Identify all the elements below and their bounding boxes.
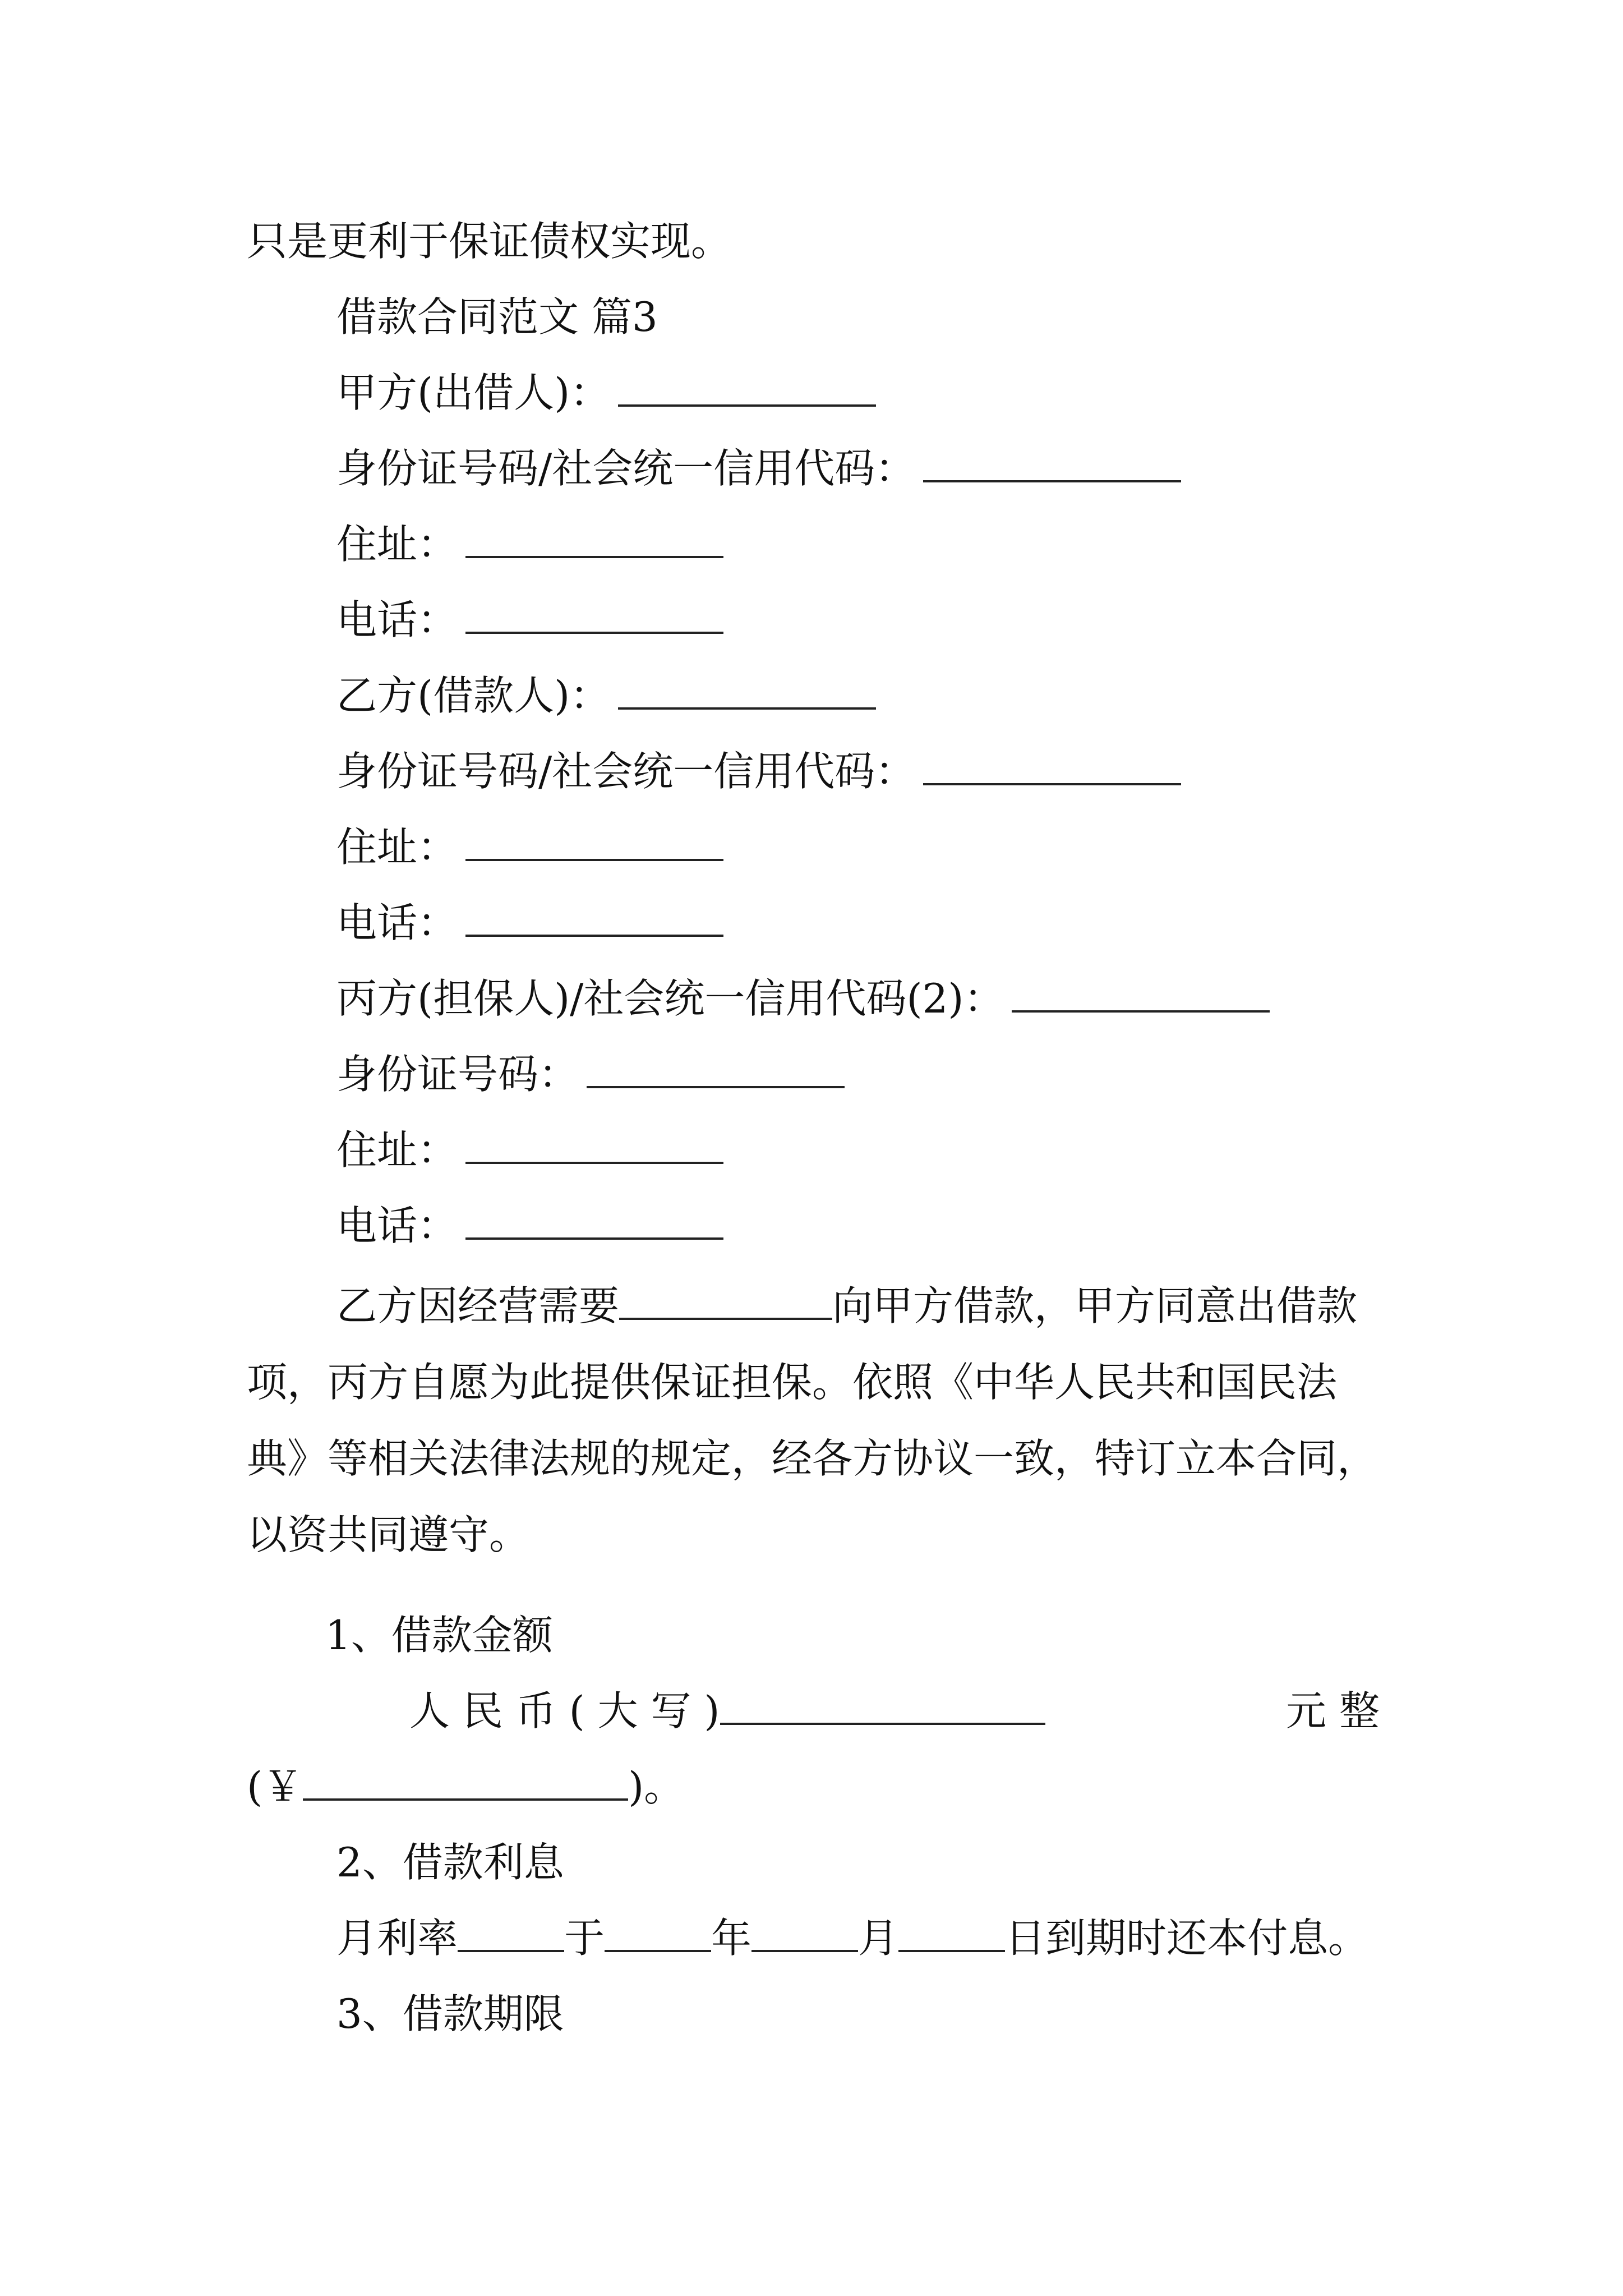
intro-text-part1: 乙方因经营需要 — [336, 1282, 620, 1329]
due-label: 于 — [564, 1915, 605, 1962]
rmb-uppercase-blank — [720, 1691, 1045, 1725]
party-a-line — [336, 359, 876, 426]
due-year-blank — [605, 1918, 711, 1952]
section2-rate-line — [336, 1904, 1368, 1972]
party-c-id-line — [336, 1041, 845, 1108]
party-a-id-line — [336, 435, 1181, 502]
party-b-phone-line — [336, 889, 723, 956]
party-b-addr-line — [336, 813, 723, 881]
party-b-phone-blank — [465, 903, 723, 937]
year-label: 年 — [711, 1915, 752, 1962]
party-b-label: 乙方(借款人)： — [336, 672, 611, 719]
party-a-addr-label: 住址： — [336, 521, 458, 568]
party-c-id-label: 身份证号码： — [336, 1051, 579, 1098]
party-c-phone-blank — [465, 1206, 723, 1240]
section1-amount-line — [409, 1677, 1380, 1745]
section-heading: 借款合同范文 篇3 — [336, 293, 658, 341]
party-c-line — [336, 965, 1270, 1032]
party-a-phone-line — [336, 586, 723, 654]
party-a-blank — [618, 373, 876, 407]
monthly-rate-label: 月利率 — [336, 1915, 458, 1962]
party-a-phone-label: 电话： — [336, 596, 458, 643]
intro-text-part2: 向甲方借款，甲方同意出借款项，丙方自愿为此提供保证担保。依照《中华人民共和国民法典》等相关法律法规的规定，经各方协议一致，特订立本合同，以资共同遵守。 — [247, 1282, 1378, 1558]
party-c-label: 丙方(担保人)/社会统一信用代码(2)： — [336, 975, 1004, 1022]
monthly-rate-blank — [458, 1918, 564, 1952]
yen-close: )。 — [628, 1763, 685, 1810]
party-c-addr-line — [336, 1116, 723, 1184]
party-b-id-line — [336, 738, 1181, 805]
party-c-phone-line — [336, 1192, 723, 1259]
due-month-blank — [751, 1918, 858, 1952]
section3-title: 3、借款期限 — [336, 1990, 564, 2037]
party-a-addr-blank — [465, 524, 723, 558]
intro-paragraph — [247, 1268, 1380, 1573]
party-b-line — [336, 662, 876, 729]
due-day-blank — [898, 1918, 1005, 1952]
month-label: 月 — [858, 1915, 899, 1962]
party-b-id-label: 身份证号码/社会统一信用代码： — [336, 748, 916, 795]
party-c-id-blank — [587, 1055, 845, 1088]
party-b-blank — [618, 676, 876, 710]
rmb-uppercase-label: 人 民 币 ( 大 写 ) — [409, 1687, 720, 1734]
continuation-text: 只是更利于保证债权实现。 — [247, 218, 732, 265]
party-b-addr-blank — [465, 827, 723, 861]
party-b-phone-label: 电话： — [336, 899, 458, 946]
section1-title: 1、借款金额 — [325, 1612, 553, 1659]
section1-title-line — [247, 1602, 553, 1669]
yen-amount-blank — [303, 1767, 628, 1801]
yen-open: (￥ — [247, 1763, 303, 1810]
party-b-id-blank — [923, 752, 1181, 785]
party-c-phone-label: 电话： — [336, 1202, 458, 1249]
purpose-blank — [619, 1286, 832, 1320]
party-a-label: 甲方(出借人)： — [336, 369, 611, 416]
party-a-phone-blank — [465, 600, 723, 634]
yuan-zheng-label: 元 整 — [1286, 1687, 1380, 1734]
party-a-addr-line — [336, 510, 723, 578]
party-c-addr-label: 住址： — [336, 1126, 458, 1174]
party-c-blank — [1012, 979, 1270, 1013]
section2-title: 2、借款利息 — [336, 1839, 564, 1886]
party-c-addr-blank — [465, 1130, 723, 1164]
repayment-tail: 日到期时还本付息。 — [1005, 1915, 1369, 1962]
party-a-id-label: 身份证号码/社会统一信用代码： — [336, 445, 916, 492]
section1-yen-line — [247, 1753, 684, 1820]
party-b-addr-label: 住址： — [336, 823, 458, 871]
party-a-id-blank — [923, 449, 1181, 482]
